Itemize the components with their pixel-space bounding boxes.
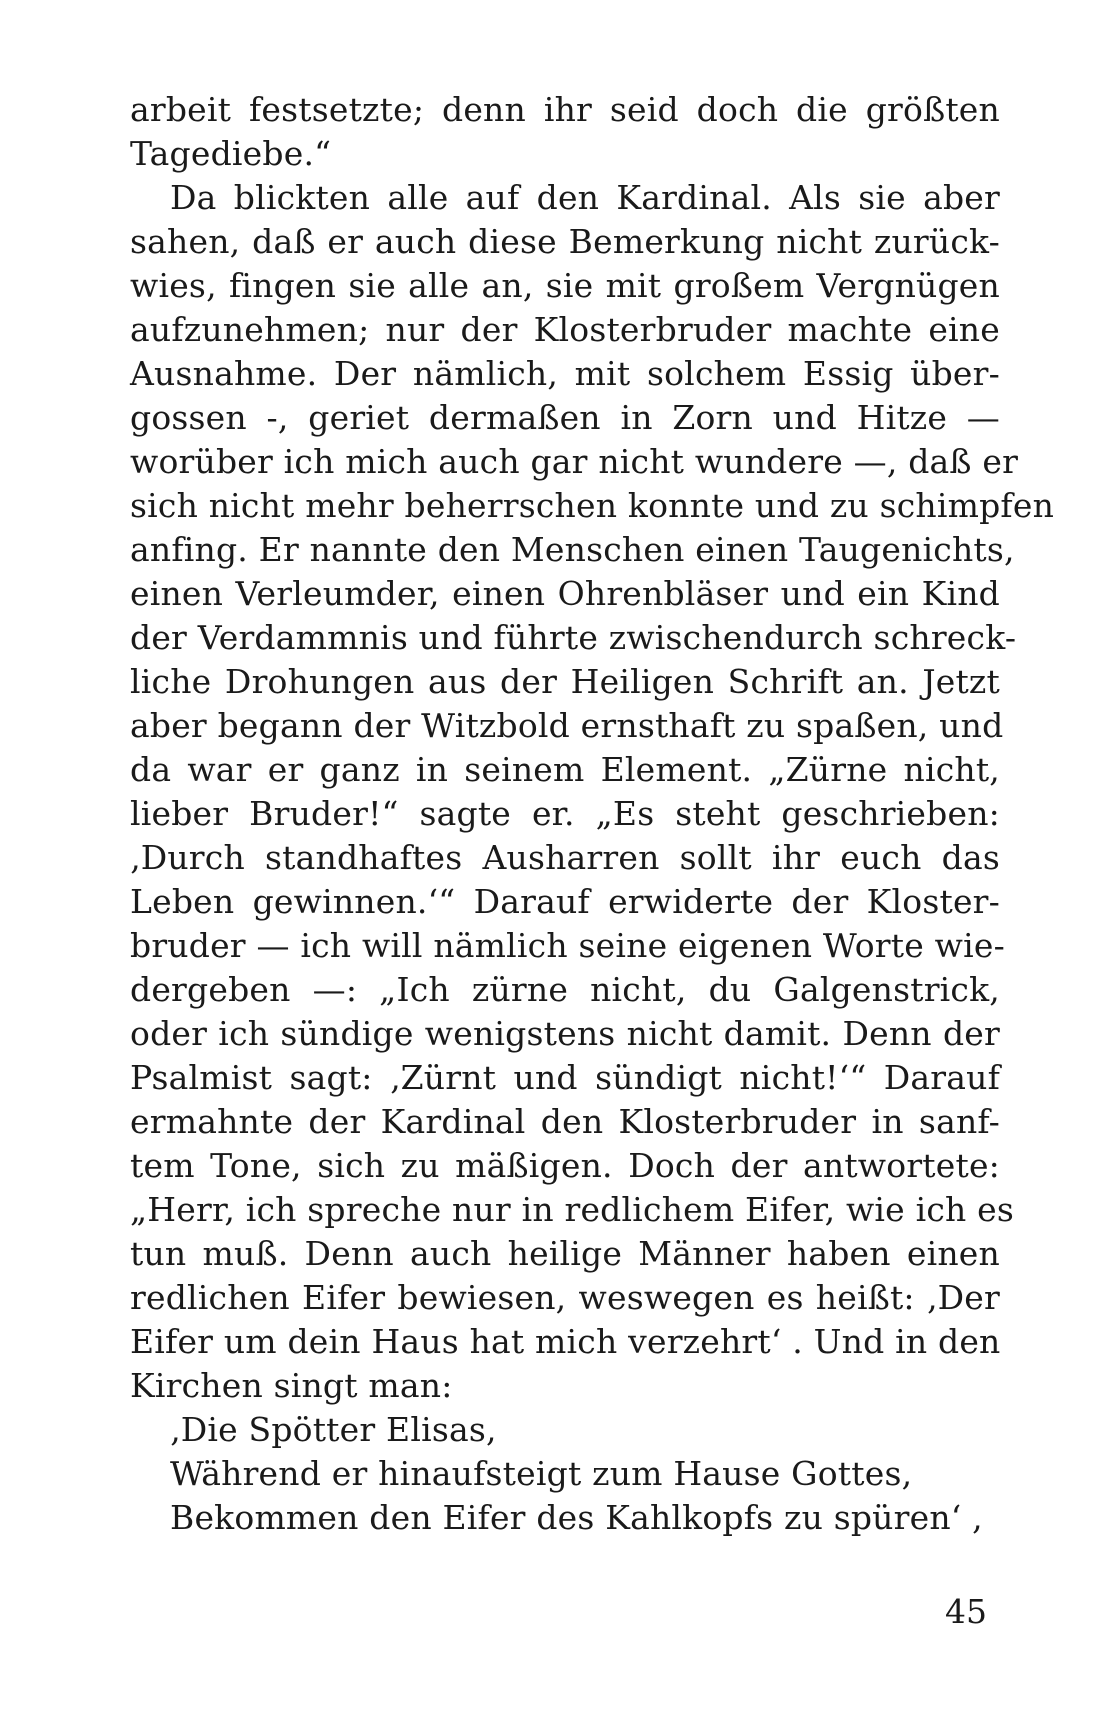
text-line: worüber ich mich auch gar nicht wundere —, daß er — [130, 442, 1019, 481]
text-line: Psalmist sagt: ‚Zürnt und sündigt nicht!‘“ Darauf — [130, 1058, 1000, 1097]
text-line: tem Tone, sich zu mäßigen. Doch der antwortete: — [130, 1146, 1000, 1185]
text-line: sahen, daß er auch diese Bemerkung nicht zurück- — [130, 222, 1000, 261]
text-line: sich nicht mehr beherrschen konnte und zu schimpfen — [130, 486, 1055, 525]
text-line: Leben gewinnen.‘“ Darauf erwiderte der Kloster- — [130, 882, 1000, 921]
text-line: da war er ganz in seinem Element. „Zürne nicht, — [130, 750, 1000, 789]
text-line: einen Verleumder, einen Ohrenbläser und ein Kind — [130, 574, 1000, 613]
body-text — [130, 88, 1055, 1540]
text-line: aber begann der Witzbold ernsthaft zu spaßen, und — [130, 706, 1004, 745]
text-line: Kirchen singt man: — [130, 1366, 453, 1405]
text-line: Eifer um dein Haus hat mich verzehrt‘ . Und in den — [130, 1322, 1001, 1361]
text-line: Ausnahme. Der nämlich, mit solchem Essig über- — [130, 354, 1000, 393]
text-line: Da blickten alle auf den Kardinal. Als sie aber — [170, 178, 1000, 217]
text-line: aufzunehmen; nur der Klosterbruder machte eine — [130, 310, 1000, 349]
text-line: dergeben —: „Ich zürne nicht, du Galgenstrick, — [130, 970, 1000, 1009]
text-line: lieber Bruder!“ sagte er. „Es steht geschrieben: — [130, 794, 1000, 833]
verse-line: ‚Die Spötter Elisas, — [170, 1410, 497, 1449]
text-line: liche Drohungen aus der Heiligen Schrift an. Jetzt — [130, 662, 1000, 701]
text-line: gossen -, geriet dermaßen in Zorn und Hitze — — [130, 398, 1000, 437]
text-line: der Verdammnis und führte zwischendurch schreck- — [130, 618, 1017, 657]
text-line: arbeit festsetzte; denn ihr seid doch die größten — [130, 90, 1000, 129]
text-line: anfing. Er nannte den Menschen einen Taugenichts, — [130, 530, 1015, 569]
text-line: oder ich sündige wenigstens nicht damit. Denn der — [130, 1014, 1000, 1053]
text-line: „Herr, ich spreche nur in redlichem Eifer, wie ich es — [130, 1190, 1015, 1229]
text-line: ‚Durch standhaftes Ausharren sollt ihr euch das — [130, 838, 1000, 877]
verse-line: Während er hinaufsteigt zum Hause Gottes, — [170, 1454, 913, 1493]
page-number: 45 — [945, 1592, 987, 1631]
text-line: ermahnte der Kardinal den Klosterbruder in sanf- — [130, 1102, 1000, 1141]
text-line: wies, fingen sie alle an, sie mit großem Vergnügen — [130, 266, 1000, 305]
text-line: redlichen Eifer bewiesen, weswegen es heißt: ‚Der — [130, 1278, 1000, 1317]
text-line: tun muß. Denn auch heilige Männer haben einen — [130, 1234, 1000, 1273]
text-line: bruder — ich will nämlich seine eigenen Worte wie- — [130, 926, 1005, 965]
text-line: Tagediebe.“ — [130, 134, 332, 173]
verse-line: Bekommen den Eifer des Kahlkopfs zu spüren‘ , — [170, 1498, 983, 1537]
